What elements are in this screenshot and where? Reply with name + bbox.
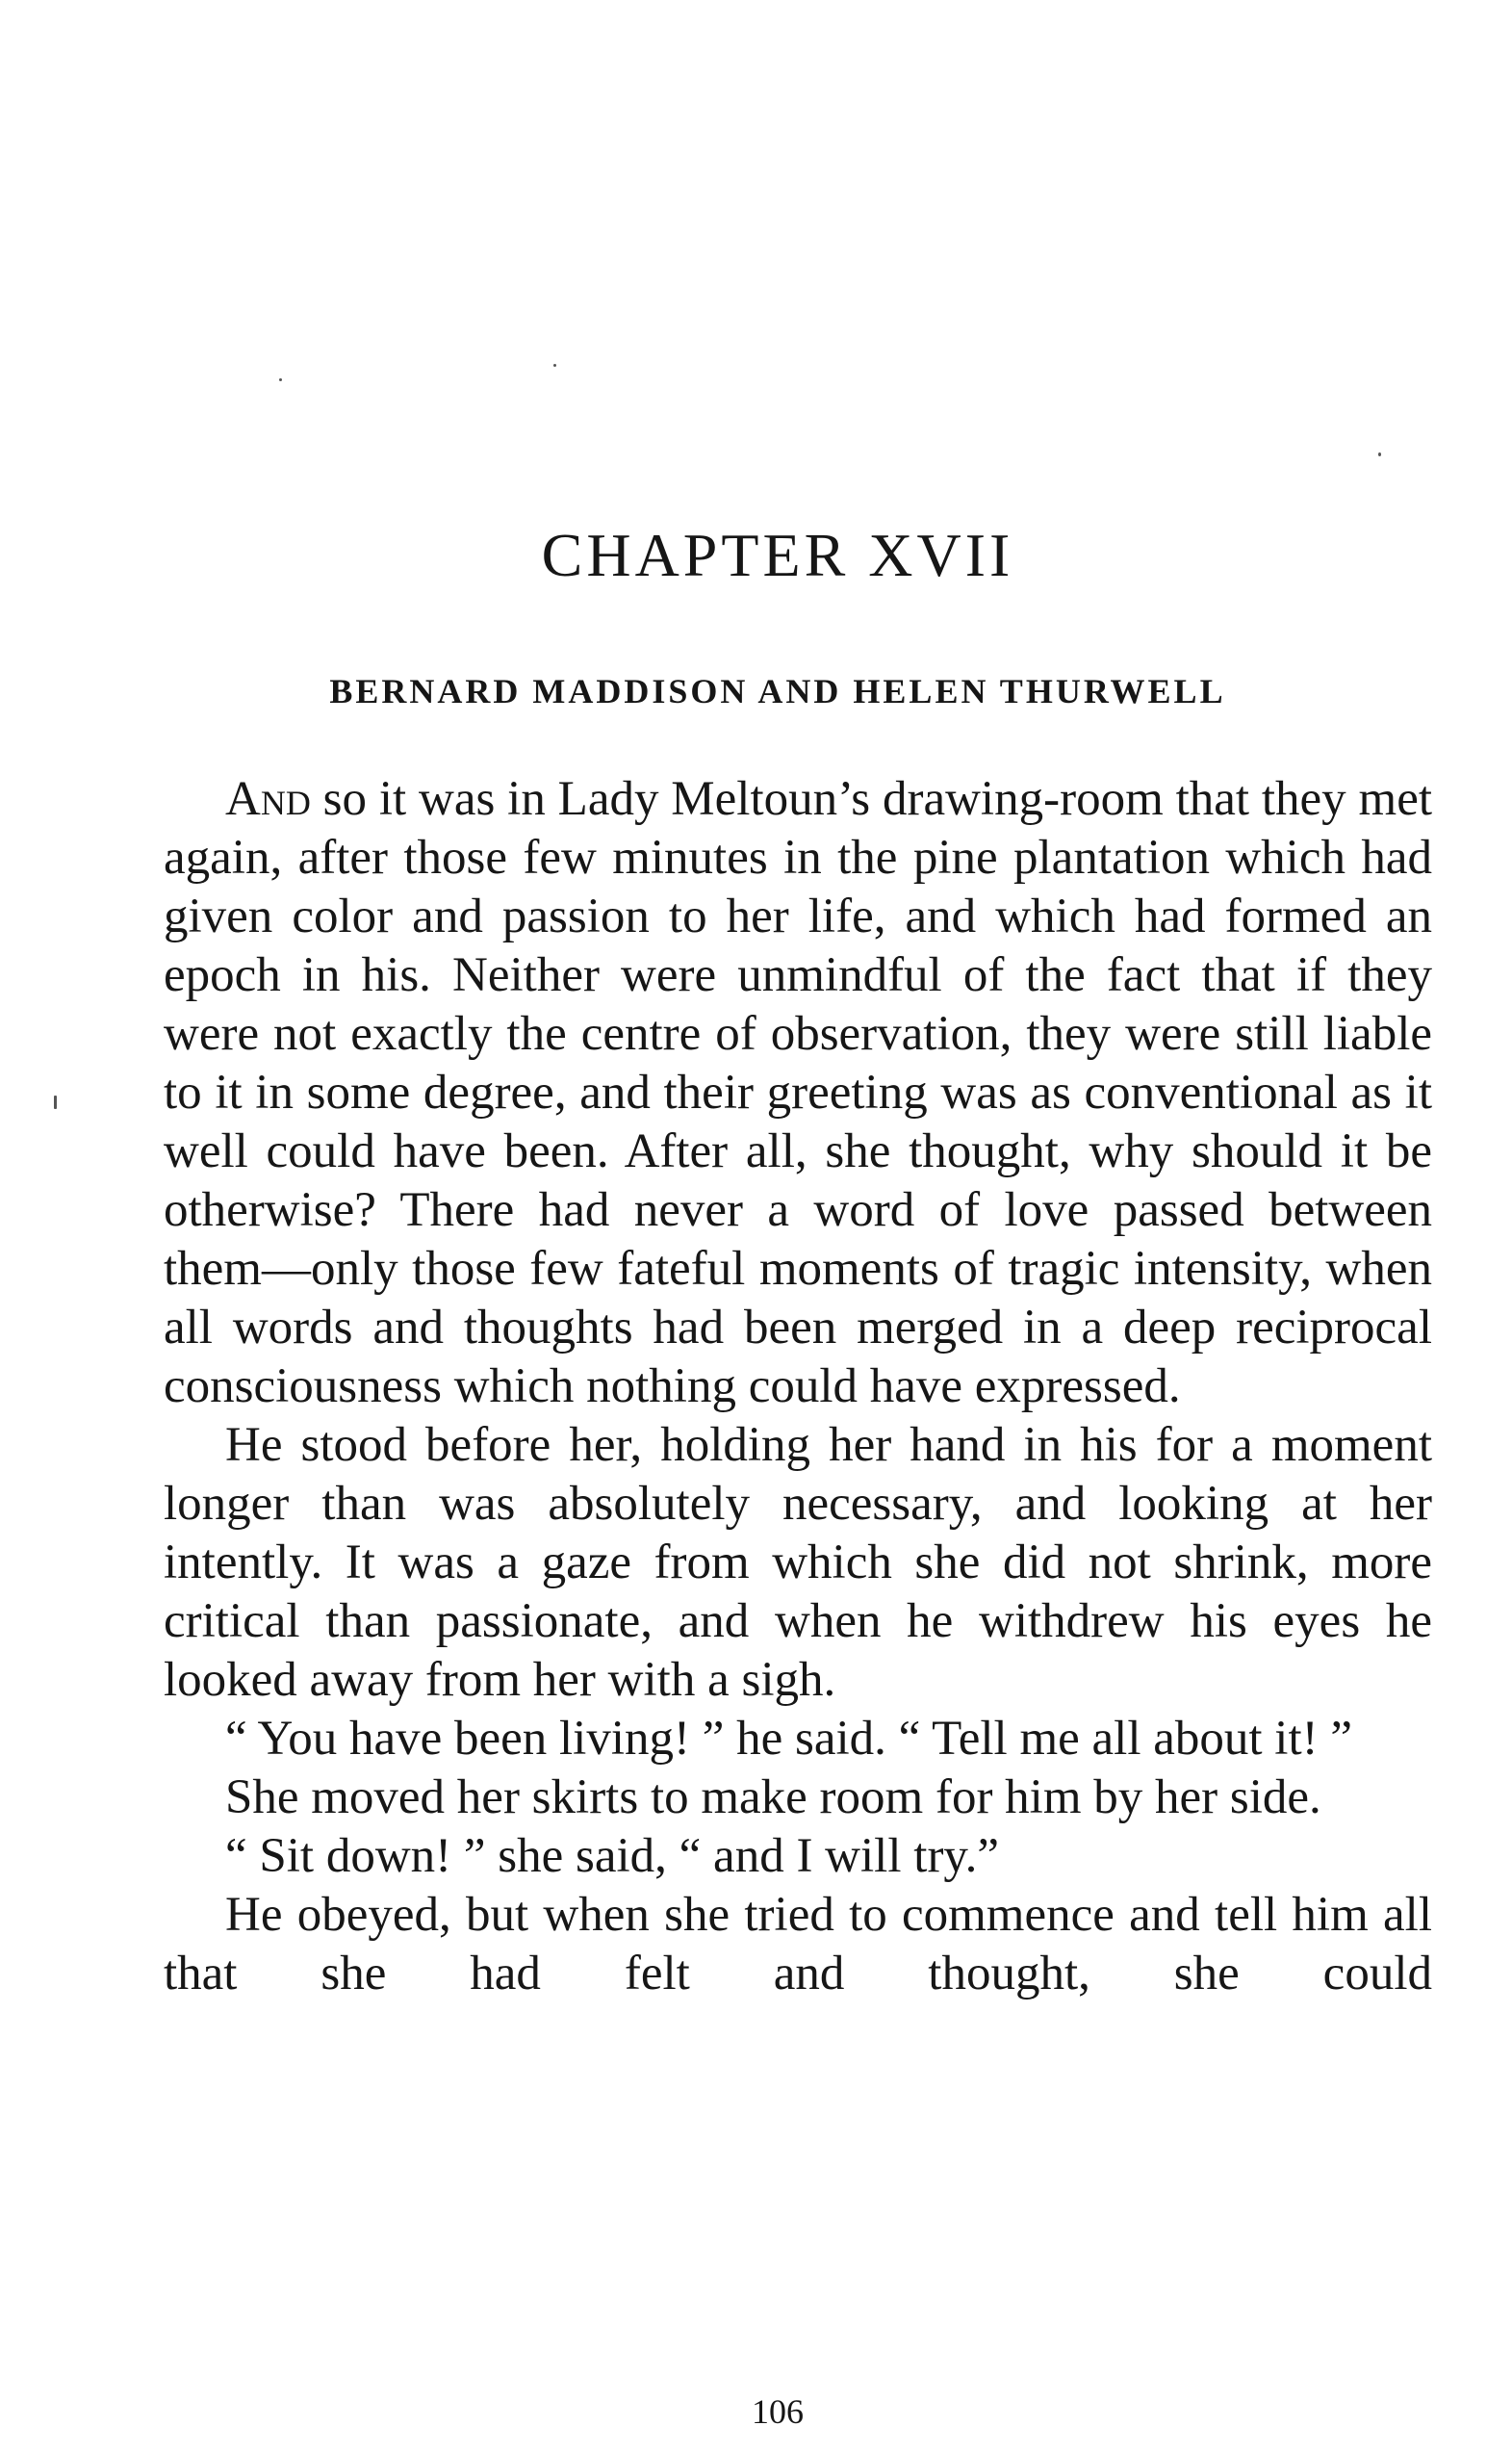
paragraph: She moved her skirts to make room for him by her side. (225, 1770, 1321, 1824)
body-text (164, 770, 1432, 2003)
chapter-title: CHAPTER XVII (541, 521, 1014, 589)
paragraph-lead-word: And (225, 772, 311, 826)
paragraph: “ You have been living! ” he said. “ Tell me all about it! ” (225, 1712, 1353, 1766)
chapter-subtitle: BERNARD MADDISON AND HELEN THURWELL (329, 672, 1226, 710)
paragraph: “ Sit down! ” she said, “ and I will try.” (225, 1829, 999, 1883)
paragraph: He obeyed, but when she tried to commence and tell him all that she had felt and thought, she could (164, 1888, 1432, 2000)
paragraph: He stood before her, holding her hand in his for a moment longer than was absolutely necessary, and looking at her intently. It was a gaze from which she did not shrink, more critical than passionate, and when he withdrew his eyes he looked away from her with a sigh. (164, 1418, 1432, 1707)
scan-speck (553, 364, 556, 367)
page-number: 106 (752, 2392, 804, 2431)
scan-speck (54, 1096, 57, 1109)
paragraph (164, 770, 1432, 1416)
paragraph-text: so it was in Lady Meltoun’s drawing-room that they met again, after those few minutes in the pine plantation which had given color and passion to her life, and which had formed an epoch in his. Neither were unmindful of the fact that if they were not exactly the centre of observation, they were still liable to it in some degree, and their greeting was as conventional as it well could have been. After all, she thought, why should it be otherwise? There had never a word of love passed between them—only those few fateful moments of tragic intensity, when all words and thoughts had been merged in a deep reciprocal consciousness which nothing could have expressed. (164, 772, 1432, 1413)
scan-speck (279, 378, 282, 381)
scan-speck (1378, 452, 1381, 456)
